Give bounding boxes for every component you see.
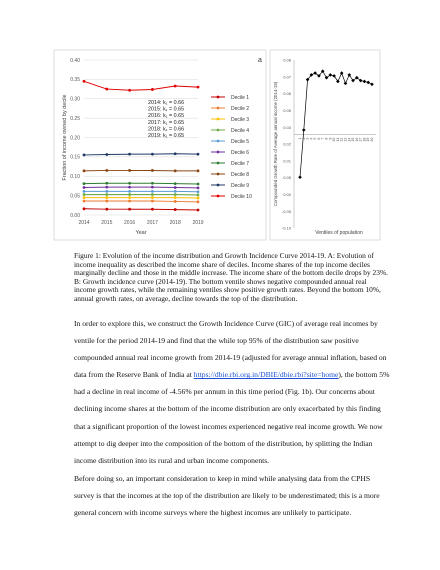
x-axis-label-b: Ventiles of population bbox=[315, 230, 363, 236]
k1-annotation: 2018: k₁ = 0.66 bbox=[148, 126, 185, 133]
data-point-decile-2 bbox=[151, 200, 154, 203]
panel-label-a: a bbox=[258, 57, 262, 64]
data-point-decile-9 bbox=[83, 154, 86, 157]
k1-annotation: 2014: k₁ = 0.66 bbox=[148, 100, 185, 106]
data-point-decile-4 bbox=[174, 193, 177, 196]
data-point-decile-10 bbox=[197, 86, 200, 89]
paragraph-1-text-start: In order to explore this, we construct the Growth Incidence Curve (GIC) of average real incomes by ventile for the period 2014-19 and find that the while top 95% of the distribution saw positive compounded annual real income growth from 2014-19 (adjusted for average annual inflation, based on data from the Reserve Bank of India at bbox=[74, 319, 387, 380]
data-point-decile-3 bbox=[105, 196, 108, 199]
y-tick-label-b: -0.05 bbox=[281, 208, 291, 214]
data-point-decile-10 bbox=[83, 80, 86, 83]
series-line-decile-6 bbox=[84, 187, 198, 188]
x-tick-label-a: 2015 bbox=[101, 220, 113, 226]
legend-swatch-marker bbox=[217, 96, 220, 99]
data-point-decile-8 bbox=[105, 169, 108, 172]
x-tick-label-a: 2017 bbox=[146, 220, 158, 226]
data-point-decile-4 bbox=[197, 193, 200, 196]
x-tick-label-a: 2016 bbox=[124, 220, 136, 226]
gic-point bbox=[298, 175, 302, 179]
data-point-decile-3 bbox=[197, 197, 200, 200]
data-point-decile-9 bbox=[151, 153, 154, 156]
gic-point bbox=[370, 82, 374, 86]
x-tick-label-b: 10 bbox=[332, 137, 337, 142]
rbi-link[interactable]: https://dbie.rbi.org.in/DBIE/dbie.rbi?site=home bbox=[193, 370, 339, 380]
gic-point bbox=[340, 71, 344, 75]
series-line-decile-7 bbox=[84, 183, 198, 184]
data-point-decile-5 bbox=[174, 190, 177, 193]
data-point-decile-5 bbox=[83, 190, 86, 193]
y-tick-label-b: 0.07 bbox=[283, 74, 291, 80]
x-tick-label-b: 18 bbox=[362, 137, 367, 142]
x-tick-label-b: 2 bbox=[301, 137, 306, 140]
data-point-decile-5 bbox=[105, 190, 108, 193]
legend-swatch-marker bbox=[217, 195, 220, 198]
data-point-decile-5 bbox=[128, 190, 131, 193]
data-point-decile-5 bbox=[197, 190, 200, 193]
chart-a bbox=[54, 50, 266, 240]
x-tick-label-b: 16 bbox=[354, 137, 359, 142]
x-tick-label-b: 7 bbox=[320, 137, 325, 140]
legend-swatch-marker bbox=[217, 118, 220, 121]
data-point-decile-1 bbox=[174, 208, 177, 211]
x-axis-label-a: Year bbox=[135, 230, 147, 236]
data-point-decile-2 bbox=[83, 200, 86, 203]
data-point-decile-8 bbox=[83, 169, 86, 172]
y-tick-label-b: 0.06 bbox=[283, 91, 291, 97]
data-point-decile-6 bbox=[151, 186, 154, 189]
x-tick-label-b: 3 bbox=[305, 137, 310, 140]
series-line-decile-2 bbox=[84, 201, 198, 202]
y-tick-label-a: 0.05 bbox=[70, 193, 80, 200]
x-tick-label-b: 8 bbox=[324, 137, 329, 140]
x-tick-label-b: 6 bbox=[316, 137, 321, 140]
data-point-decile-1 bbox=[128, 208, 131, 211]
legend-label: Decile 5 bbox=[231, 138, 250, 145]
data-point-decile-9 bbox=[197, 153, 200, 156]
data-point-decile-1 bbox=[197, 209, 200, 212]
chart-b bbox=[270, 50, 380, 240]
x-tick-label-b: 20 bbox=[370, 137, 374, 142]
y-tick-label-b: 0.03 bbox=[283, 124, 291, 130]
x-tick-label-b: 1 bbox=[298, 137, 302, 140]
gic-point bbox=[363, 80, 367, 84]
body-paragraph-1 bbox=[74, 315, 390, 469]
y-tick-label-a: 0.10 bbox=[70, 174, 80, 181]
data-point-decile-9 bbox=[105, 153, 108, 156]
data-point-decile-3 bbox=[83, 196, 86, 199]
x-tick-label-b: 9 bbox=[328, 137, 333, 140]
figure-1 bbox=[0, 0, 440, 250]
data-point-decile-7 bbox=[151, 182, 154, 185]
legend-label: Decile 10 bbox=[231, 193, 252, 200]
y-tick-label-b: 0.01 bbox=[283, 158, 291, 164]
legend-label: Decile 4 bbox=[231, 127, 250, 134]
y-axis-label-a: Fraction of income owned by decile bbox=[62, 94, 68, 181]
data-point-decile-9 bbox=[174, 152, 177, 155]
legend-swatch-marker bbox=[217, 162, 220, 165]
data-point-decile-8 bbox=[151, 169, 154, 172]
series-line-decile-1 bbox=[84, 209, 198, 210]
y-tick-label-b: 0.02 bbox=[283, 141, 291, 147]
data-point-decile-4 bbox=[128, 193, 131, 196]
y-axis-label-b: Compounded Growth Rate of Average annual income (2014-19) bbox=[273, 81, 278, 207]
x-tick-label-b: 17 bbox=[358, 137, 363, 142]
data-point-decile-6 bbox=[83, 186, 86, 189]
legend-label: Decile 3 bbox=[231, 116, 250, 123]
y-tick-label-a: 0.20 bbox=[70, 135, 80, 142]
y-tick-label-b: 0.08 bbox=[283, 57, 291, 63]
y-tick-label-a: 0.15 bbox=[70, 154, 80, 161]
data-point-decile-1 bbox=[151, 208, 154, 211]
data-point-decile-10 bbox=[105, 88, 108, 91]
data-point-decile-4 bbox=[83, 193, 86, 196]
x-tick-label-b: 12 bbox=[339, 137, 344, 142]
x-tick-label-b: 5 bbox=[313, 137, 318, 140]
body-paragraph-2: Before doing so, an important consideration to keep in mind while analysing data from the CPHS survey is that the incomes at the top of the distribution are likely to be underestimated; this is a more general concern with income surveys where the highest incomes are unlikely to participate. bbox=[74, 474, 380, 518]
data-point-decile-7 bbox=[105, 182, 108, 185]
legend-label: Decile 1 bbox=[231, 94, 250, 101]
legend-label: Decile 2 bbox=[231, 105, 250, 112]
legend-label: Decile 6 bbox=[231, 149, 250, 156]
y-tick-label-b: 0.05 bbox=[283, 108, 291, 113]
data-point-decile-8 bbox=[128, 169, 131, 172]
data-point-decile-3 bbox=[151, 196, 154, 199]
x-tick-label-a: 2014 bbox=[78, 220, 90, 226]
data-point-decile-4 bbox=[151, 193, 154, 196]
y-tick-label-a: 0.40 bbox=[70, 57, 80, 64]
data-point-decile-3 bbox=[174, 196, 177, 199]
x-tick-label-b: 11 bbox=[335, 137, 340, 142]
panel-a-border bbox=[54, 50, 266, 240]
legend-swatch-marker bbox=[217, 107, 220, 110]
data-point-decile-10 bbox=[128, 89, 131, 92]
figure-caption: Figure 1: Evolution of the income distribution and Growth Incidence Curve 2014-19. A: Evolution of income inequality as described the income share of deciles. Income shares of the top income deciles marginally decline and those in the middle increase. The income share of the bottom decile drops by 23%. B: Growth incidence curve (2014-19). The bottom ventile shows negative compounded annual real income growth rates, while the remaining ventiles show positive growth rates. Beyond the bottom 10%, annual growth rates, on average, decline towards the top of the distribution. bbox=[74, 251, 388, 303]
gic-point bbox=[344, 82, 348, 86]
series-line-decile-9 bbox=[84, 154, 198, 155]
data-point-decile-2 bbox=[128, 200, 131, 203]
legend-swatch-marker bbox=[217, 184, 220, 187]
k1-annotation: 2017: k₁ = 0.65 bbox=[148, 119, 185, 126]
data-point-decile-9 bbox=[128, 153, 131, 156]
x-tick-label-a: 2018 bbox=[169, 220, 181, 226]
data-point-decile-4 bbox=[105, 193, 108, 196]
data-point-decile-7 bbox=[83, 182, 86, 185]
k1-annotation: 2015: k₁ = 0.65 bbox=[148, 106, 185, 113]
y-tick-label-b: -0.10 bbox=[281, 225, 291, 231]
paragraph-1-text-end: ), the bottom 5% had a decline in real income of -4.56% per annum in this time period (Fig. 1b). Our concerns about declining income shares at the bottom of the income distribution are only exacerbated by this finding that a significant proportion of the lowest incomes experienced negative real income growth. We now attempt to dig deeper into the composition of the bottom of the distribution, by splitting the Indian income distribution into its rural and urban income components. bbox=[74, 370, 390, 465]
data-point-decile-3 bbox=[128, 196, 131, 199]
data-point-decile-8 bbox=[197, 169, 200, 172]
data-point-decile-10 bbox=[174, 85, 177, 88]
y-tick-label-a: 0.35 bbox=[70, 77, 80, 84]
data-point-decile-2 bbox=[105, 200, 108, 203]
data-point-decile-7 bbox=[197, 183, 200, 186]
legend-swatch-marker bbox=[217, 151, 220, 154]
data-point-decile-2 bbox=[197, 200, 200, 203]
gic-line bbox=[300, 71, 372, 177]
data-point-decile-6 bbox=[174, 186, 177, 189]
data-point-decile-1 bbox=[105, 208, 108, 211]
data-point-decile-7 bbox=[128, 182, 131, 185]
k1-annotation: 2019: k₁ = 0.65 bbox=[148, 133, 185, 139]
data-point-decile-5 bbox=[151, 190, 154, 193]
x-tick-label-a: 2019 bbox=[192, 220, 204, 226]
x-tick-label-b: 15 bbox=[351, 137, 356, 142]
series-line-decile-10 bbox=[84, 81, 198, 90]
data-point-decile-7 bbox=[174, 182, 177, 185]
y-tick-label-b: 0.00 bbox=[283, 192, 291, 197]
data-point-decile-6 bbox=[105, 186, 108, 189]
y-tick-label-a: 0.00 bbox=[70, 212, 80, 219]
y-tick-label-a: 0.30 bbox=[70, 96, 80, 103]
legend-label: Decile 8 bbox=[231, 171, 250, 178]
k1-annotation: 2016: k₁ = 0.65 bbox=[148, 113, 185, 120]
gic-point bbox=[302, 128, 306, 132]
data-point-decile-1 bbox=[83, 207, 86, 210]
x-tick-label-b: 19 bbox=[366, 137, 371, 142]
gic-point bbox=[366, 81, 370, 85]
legend-label: Decile 7 bbox=[231, 160, 250, 167]
x-tick-label-b: 4 bbox=[309, 137, 314, 140]
data-point-decile-6 bbox=[128, 186, 131, 189]
data-point-decile-10 bbox=[151, 88, 154, 91]
legend-swatch-marker bbox=[217, 140, 220, 143]
y-tick-label-a: 0.25 bbox=[70, 115, 80, 122]
data-point-decile-8 bbox=[174, 169, 177, 172]
legend-label: Decile 9 bbox=[231, 182, 250, 189]
data-point-decile-2 bbox=[174, 200, 177, 203]
legend-swatch-marker bbox=[217, 173, 220, 176]
legend-swatch-marker bbox=[217, 129, 220, 132]
y-tick-label-b: 0.05 bbox=[283, 175, 291, 181]
x-tick-label-b: 14 bbox=[347, 137, 352, 142]
data-point-decile-6 bbox=[197, 186, 200, 189]
x-tick-label-b: 13 bbox=[343, 137, 348, 142]
